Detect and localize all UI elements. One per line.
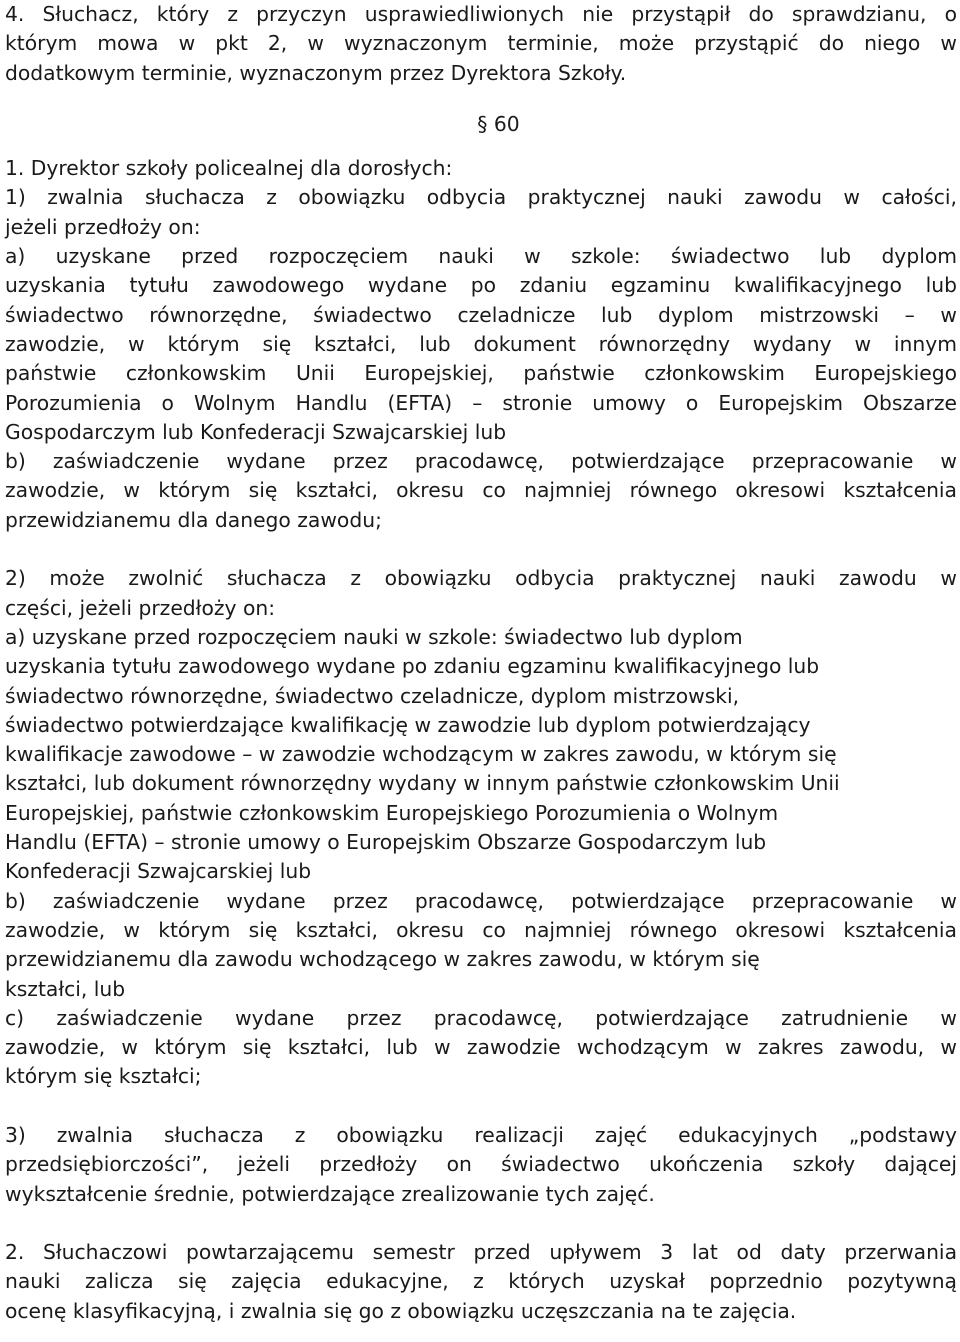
text-line: Gospodarczym lub Konfederacji Szwajcarskiej lub [5,419,507,444]
text-line: Porozumienia o Wolnym Handlu (EFTA) – stronie umowy o Europejskim Obszarze [5,390,957,415]
text-line: kształci, lub dokument równorzędny wydany w innym państwie członkowskim Unii [5,771,840,796]
text-line: kształci, lub [5,976,126,1001]
item-3 [5,1121,957,1209]
spacer [5,535,957,564]
text-line: wykształcenie średnie, potwierdzające zrealizowanie tych zajęć. [5,1181,655,1206]
text-line: zawodzie, w którym się kształci, lub w zawodzie wchodzącym w zakres zawodu, w [5,1035,957,1060]
text-line: jeżeli przedłoży on: [5,214,201,239]
text-line: 3) zwalnia słuchacza z obowiązku realizacji zajęć edukacyjnych „podstawy [5,1122,957,1147]
text-line: zawodzie, w którym się kształci, okresu co najmniej równego okresowi kształcenia [5,478,957,503]
text-line: ocenę klasyfikacyjną, i zwalnia się go z obowiązku uczęszczania na te zajęcia. [5,1298,797,1323]
text-line: a) uzyskane przed rozpoczęciem nauki w szkole: świadectwo lub dyplom [5,624,743,649]
text-line: 1) zwalnia słuchacza z obowiązku odbycia praktycznej nauki zawodu w całości, [5,185,957,210]
text-line: 4. Słuchacz, który z przyczyn usprawiedliwionych nie przystąpił do sprawdzianu, o [5,2,957,26]
text-line: części, jeżeli przedłoży on: [5,595,276,620]
text-line: 2) może zwolnić słuchacza z obowiązku odbycia praktycznej nauki zawodu w [5,566,957,591]
text-line: którym się kształci; [5,1064,202,1089]
text-line: państwie członkowskim Unii Europejskiej, państwie członkowskim Europejskiego [5,361,957,386]
item-1 [5,183,957,535]
text-line: b) zaświadczenie wydane przez pracodawcę, potwierdzające przepracowanie w [5,449,957,474]
text-line: świadectwo równorzędne, świadectwo czeladnicze, dyplom mistrzowski, [5,683,740,708]
document-page [5,0,957,1326]
paragraph-4 [5,0,957,88]
text-line: c) zaświadczenie wydane przez pracodawcę, potwierdzające zatrudnienie w [5,1005,957,1030]
text-line: Konfederacji Szwajcarskiej lub [5,859,312,884]
text-line: Europejskiej, państwie członkowskim Europejskiego Porozumienia o Wolnym [5,800,779,825]
spacer [5,1092,957,1121]
point-2 [5,1238,957,1326]
text-line: przewidzianemu dla zawodu wchodzącego w zakres zawodu, w którym się [5,947,760,972]
text-line: 2. Słuchaczowi powtarzającemu semestr przed upływem 3 lat od daty przerwania [5,1240,957,1265]
text-line: Handlu (EFTA) – stronie umowy o Europejskim Obszarze Gospodarczym lub [5,830,767,855]
text-line: dodatkowym terminie, wyznaczonym przez Dyrektora Szkoły. [5,60,627,85]
text-line: przedsiębiorczości”, jeżeli przedłoży on świadectwo ukończenia szkoły dającej [5,1152,957,1177]
section-heading: § 60 [477,111,520,136]
point-1-intro: 1. Dyrektor szkoły policealnej dla dorosłych: [5,156,453,181]
text-line: zawodzie, w którym się kształci, okresu co najmniej równego okresowi kształcenia [5,917,957,942]
text-line: kwalifikacje zawodowe – w zawodzie wchodzącym w zakres zawodu, w którym się [5,742,837,767]
spacer [5,1209,957,1238]
text-line: przewidzianemu dla danego zawodu; [5,507,382,532]
text-line: świadectwo potwierdzające kwalifikację w zawodzie lub dyplom potwierdzający [5,712,811,737]
point-1 [5,154,957,1209]
text-line: nauki zalicza się zajęcia edukacyjne, z których uzyskał poprzednio pozytywną [5,1269,957,1294]
text-line: uzyskania tytułu zawodowego wydane po zdaniu egzaminu kwalifikacyjnego lub [5,273,957,298]
item-2 [5,564,957,1091]
text-line: zawodzie, w którym się kształci, lub dokument równorzędny wydany w innym [5,331,957,356]
text-line: a) uzyskane przed rozpoczęciem nauki w szkole: świadectwo lub dyplom [5,244,957,269]
text-line: świadectwo równorzędne, świadectwo czeladnicze lub dyplom mistrzowski – w [5,302,957,327]
text-line: b) zaświadczenie wydane przez pracodawcę, potwierdzające przepracowanie w [5,888,957,913]
text-line: którym mowa w pkt 2, w wyznaczonym terminie, może przystąpić do niego w [5,31,957,56]
text-line: uzyskania tytułu zawodowego wydane po zdaniu egzaminu kwalifikacyjnego lub [5,654,820,679]
